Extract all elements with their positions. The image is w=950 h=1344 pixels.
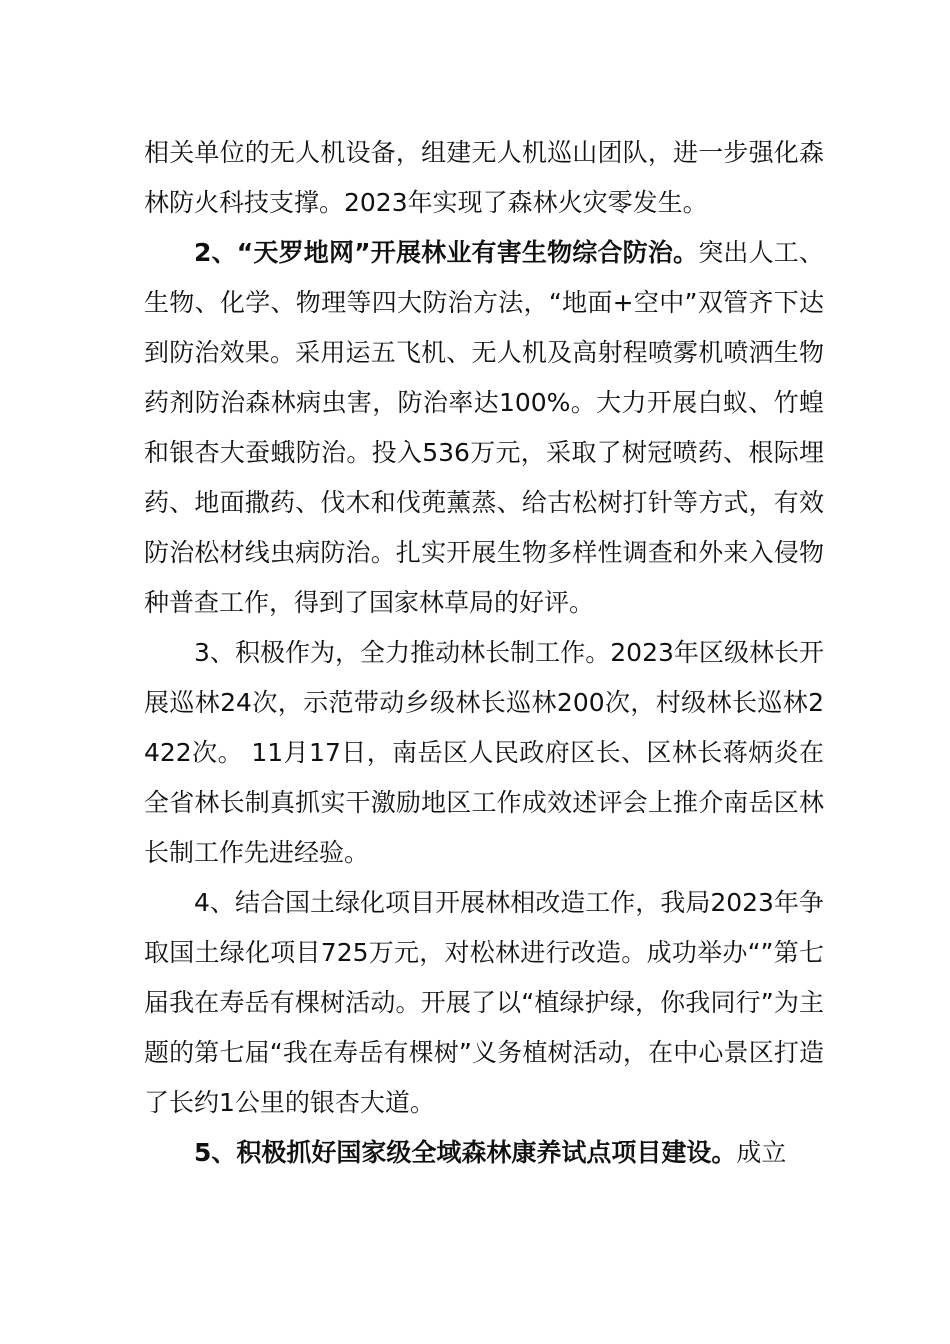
paragraph-continuation bbox=[144, 128, 824, 228]
paragraph-forest-chief bbox=[144, 628, 824, 878]
paragraph-text: 4、结合国土绿化项目开展林相改造工作，我局2023年争取国土绿化项目725万元，对松林进行改造。成功举办“”第七届我在寿岳有棵树活动。开展了以“植绿护绿，你我同行”为主题的第七届“我在寿岳有棵树”义务植树活动，在中心景区打造了长约1公里的银杏大道。 bbox=[144, 888, 824, 1117]
paragraph-text: 3、积极作为，全力推动林长制工作。2023年区级林长开展巡林24次，示范带动乡级林长巡林200次，村级林长巡林2422次。 11月17日，南岳区人民政府区长、区林长蒋炳炎在全省林长制真抓实干激励地区工作成效述评会上推介南岳区林长制工作先进经验。 bbox=[144, 638, 824, 867]
paragraph-text: 成立 bbox=[736, 1138, 787, 1167]
document-body bbox=[144, 128, 824, 1178]
paragraph-text: 突出人工、生物、化学、物理等四大防治方法，“地面+空中”双管齐下达到防治效果。采用运五飞机、无人机及高射程喷雾机喷洒生物药剂防治森林病虫害，防治率达100%。大力开展白蚁、竹蝗和银杏大蚕蛾防治。投入536万元，采取了树冠喷药、根际埋药、地面撒药、伐木和伐蔸薰蒸、给古松树打针等方式，有效防治松材线虫病防治。扎实开展生物多样性调查和外来入侵物种普查工作，得到了国家林草局的好评。 bbox=[144, 238, 824, 617]
paragraph-pest-control bbox=[144, 228, 824, 628]
paragraph-heading: 5、积极抓好国家级全域森林康养试点项目建设。 bbox=[194, 1138, 737, 1167]
paragraph-text: 相关单位的无人机设备，组建无人机巡山团队，进一步强化森林防火科技支撑。2023年实现了森林火灾零发生。 bbox=[144, 138, 824, 217]
paragraph-greening bbox=[144, 878, 824, 1128]
paragraph-forest-wellness bbox=[144, 1128, 824, 1178]
paragraph-heading: 2、“天罗地网”开展林业有害生物综合防治。 bbox=[194, 238, 699, 267]
